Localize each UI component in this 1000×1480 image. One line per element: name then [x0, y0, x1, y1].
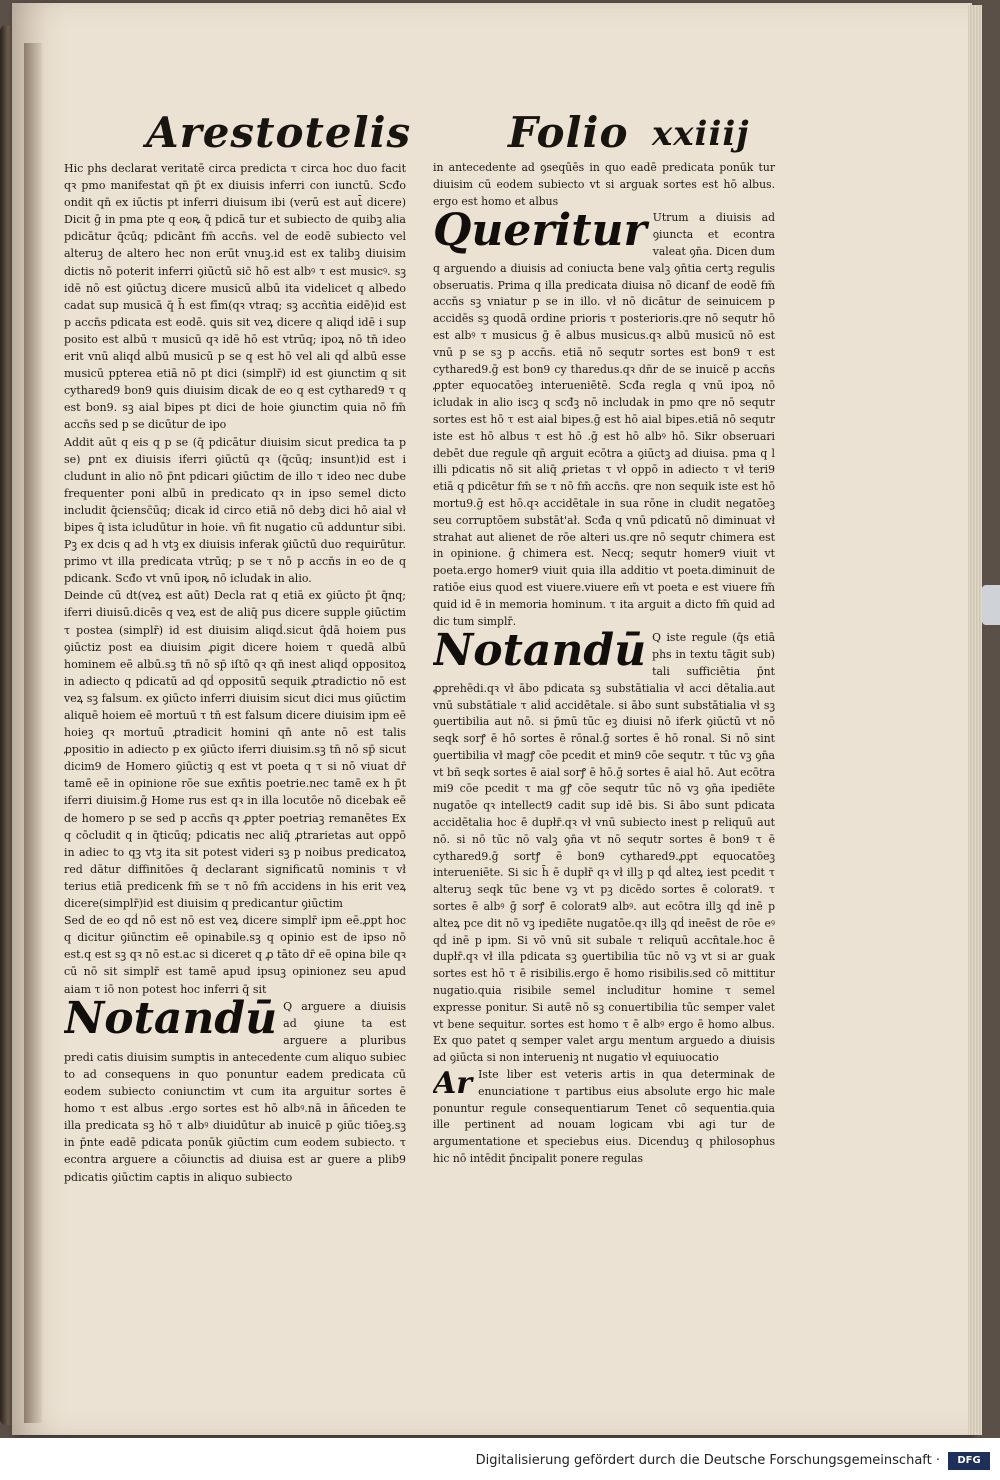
- paragraph: Hic phs declarat veritatē circa predicta τ circa hoc duo facit qꝛ pmo manifestat qn̄ p̄t ex diuisis inferri con iunctū. Scđo ondit qn̄ ex iūctis pt inferri diuisum ibi (verū est aut̄ dicere) Dicit ḡ in pma pte q eoꝶ q̄ pdicā tur et subiecto de quibꝫ alia pdicātur q̄cūq; pdicānt fm̄ accn̄s. vel de eodē subiecto vel alteruꝫ de altero hec non erūt vnuꝫ.id est ex talibꝫ diuisim dictis nō poterit inferri ꝯiūctū sic̄ hō est albꝰ τ est musicꝰ. sꝫ idē nō est ꝯiūctuꝫ dicere musicū albū ita videlicet q albedo cadat sup musicā q̄ h̄ est fīm(qꝛ vtraq; sꝫ accñtia eidē)id est p accn̄s pdicata est eodē. ꝗuis sit veꝝ dicere q aliqḋ idē i sup posito est albū τ musicū qꝛ idē hō est vtrūq; ipoꝝ nō tn̄ ideo erit vnū aliqḋ albū musicū p se q est hō vel ali qḋ albū esse musicū ppterea etiā nō pt dici (simplr̄) id est ꝯiunctim q sit cythared9 bon9 ꝗuis diuisim dicak de eo q est cythared9 τ q est bon9. sꝫ aial bipes pt dici de hoie ꝯiunctim quia nō fm̄ accn̄s sed p se dicūtur de ipo: [64, 162, 406, 432]
- section-initial: Notandū: [433, 630, 647, 677]
- paragraph: Iste liber est veteris artis in qua determinak de enunciatione τ partibus eius absolute ergo hic male ponuntur regule consequentiarum Tenet cō sequentia.quia ille pertinent ad nouam logicam vbi agi tur de argumentatione et speciebus eius. Dicenduꝫ q philosophus hic nō intēdit p̄ncipalit ponere regulas: [433, 1068, 775, 1166]
- section-initial: Notandū: [64, 997, 278, 1044]
- section-initial: Ar: [433, 1067, 473, 1102]
- paragraph: Sed de eo qḋ nō est nō est veꝝ dicere simplr̄ ipm eē.ꝓpt hoc q dicitur ꝯiūnctim eē opinabile.sꝫ q opinio est de ipso nō est.q est sꝫ qꝛ nō est.ac si diceret q ꝓ tāto dr̄ eē opina bile qꝛ cū nō sit simplr̄ est tamē apud ipsuꝫ opinionez seu apud aiam τ iō non potest hoc inferri q̄ sit: [64, 914, 406, 996]
- running-head-right: Folio: [508, 108, 629, 157]
- queritur-section: [433, 210, 775, 630]
- paragraph: Addit aūt q eis q p se (q̄ pdicātur diuisim sicut predica ta p se) ꝑnt ex diuisis iferri ꝯiūctū qꝛ (q̄cūq; insunt)id est i cludunt in alio nō p̄nt pdicari ꝯiūctim de illo τ ideo nec dube frequenter poni albū in predicato qꝛ in ipso semel dicto includit q̄ciensc̄ūq; dicak id circo etiā nō debꝫ dici hō aial vł bipes q̄ ista icludūtur in hoie. vn̄ fit nugatio cū adduntur sibi. Pꝫ ex dcis q ad h vtꝫ ex diuisis inferak ꝯiūctū duo requirūtur. primo vt illa predicata vtrūq; p se τ nō p accn̄s in eo de q pdicank. Scđo vt vnū ipoꝶ nō icludak in alio.: [64, 435, 406, 586]
- dfg-logo: DFG: [948, 1452, 990, 1470]
- paragraph: Q arguere a diuisis ad ꝯiune ta est arguere a pluribus predi catis diuisim sumptis in antecedente cum aliquo subiec to ad consequens in quo ponuntur eadem predicata cū eodem subiecto coniunctim vt cum ita arguitur sortes ē homo τ est albus .ergo sortes est hō albꝰ.nā in āñceden te illa predicata sꝫ hō τ albꝰ diuidūtur ab inuicē p ꝯiūc tiōeꝫ.sꝫ in p̄nte eadē pdicata ponūk ꝯiūctim cum eodem subiecto. τ econtra arguere a cōiunctis ad diuisa est ar guere a plib9 pdicatis ꝯiūctim captis in aliquo subiecto: [64, 999, 406, 1184]
- previous-page-strip: [24, 43, 42, 1423]
- folio-number: xxiiij: [652, 114, 750, 154]
- argumentum-section: [433, 1067, 775, 1168]
- paragraph: Q iste regule (q̄s etiā phs in textu tāgit sub) tali sufficiētia p̄nt ꝓprehēdi.qꝛ vł ābo pdicata sꝫ substātialia vł acci dētalia.aut vnū substātiale τ aliḋ accidētale. si ābo sunt substātialia vł sꝫ ꝯuertibilia aut nō. si p̄mū tūc eꝫ diuisi nō iferk ꝯiūctū vt nō seqk sorꝭ ē hō sortes ē rōnal.ḡ sortes ē hō ronal. Si nō sint ꝯuertibilia vł magꝭ cōe pcedit et min9 cōe sequtr. τ tūc vꝫ ꝯn̄a vt bñ seqk sortes ē aial sorꝭ ē hō.ḡ sortes ē aial hō. Aut ecōtra mi9 cōe pcedit τ ma gꝭ cōe sequtr tūc nō vꝫ ꝯn̄a ipediēte nugatōe qꝛ intellect9 cadit sup idē bis. Si ābo sunt pdicata accidētalia hoc ē dupłr̄.qꝛ vł vnū subiecto inest p reliquū aut nō. si nō tūc nō valꝫ ꝯn̄a vt nō sequtr sortes ē bon9 τ ē cythared9.ḡ sortꝭ ē bon9 cythared9.ꝓpt equocatōeꝫ interueniēte. Si sic h̄ ē dupłr̄ qꝛ vł illꝫ p qḋ alteꝝ iest pcedit τ alteruꝫ seqk tūc bene vꝫ vt pꝫ dicēdo sortes ē colorat9. τ sortes ē albꝰ ḡ sorꝭ ē colorat9 albꝰ. aut ecōtra illꝫ qḋ inē p alteꝝ pce dit nō vꝫ ipediēte nugatōe.qꝛ illꝫ qḋ ineēst de rōe eꝰ qḋ inē p ipm. Si vō vnū sit subale τ reliquū accn̄tale.hoc ē dupłr̄.qꝛ vł illa pdicata sꝫ ꝯuertibilia tūc nō vꝫ vt si ar guak sortes est hō τ ē risibilis.ergo ē homo risibilis.sed cō mittitur nugatio.quia risibile semel includitur homine τ semel expresse ponitur. Si autē nō sꝫ conuertibilia tūc semper valet vt bene sequitur. sortes est homo τ ē albꝰ ergo ē homo albus. Ex quo patet q semper valet argu mentum arguedo a diuisis ad ꝯiūcta si non interueniꝫ nt nugatio vł equiuocatio: [433, 631, 775, 1065]
- viewer-side-tab[interactable]: [982, 585, 1000, 625]
- funding-credit: Digitalisierung gefördert durch die Deutsche Forschungsgemeinschaft ·: [475, 1453, 940, 1468]
- page-edges: [968, 5, 982, 1435]
- notandum-section: [64, 998, 406, 1186]
- section-initial: Queritur: [433, 210, 647, 257]
- paragraph: in antecedente ad ꝯseqūēs in quo eadē predicata ponūk tur diuisim cū eodem subiecto vt si arguak sortes est hō albus. ergo est homo et albus: [433, 161, 775, 208]
- running-head-left: Arestotelis: [146, 108, 412, 157]
- text-column-left: [64, 160, 406, 1186]
- paragraph: Utrum a diuisis ad ꝯiuncta et econtra valeat ꝯn̄a. Dicen dum q arguendo a diuisis ad coniucta bene valꝫ ꝯn̄tia certꝫ regulis obseruatis. Prima q illa predicata diuisa nō dicanf de eodē fm̄ accn̄s sꝫ vniatur p se in illo. vł nō dicātur de seinuicem p accidēs sꝫ quodā ordine prioris τ posterioris.qre nō sequtr hō est albꝰ τ musicus ḡ ē albus musicus.qꝛ albū musicū nō est vnū p se sꝫ p accn̄s. etiā nō sequtr sortes est bon9 τ est cythared9.ḡ est bon9 cy tharedus.qꝛ dn̄r de se inuicē p accn̄s ꝓpter equocatōeꝫ interueniētē. Scđa regla q vnū ipoꝝ nō icludak in alio iscꝫ q scđꝫ nō includak in pmo qre nō sequtr sortes est hō τ est aial bipes.ḡ est hō aial bipes.etiā nō sequtr iste est hō albus τ est hō .ḡ est hō albꝰ hō. Sikr obseruari debēt due regule qn̄ arguit ecōtra a ꝯiūctꝫ ad diuisa. pma q l illi pdicatis nō sit aliq̄ ꝓrietas τ vł oppō in adiecto τ vł teri9 etiā q pdicētur fm̄ se τ nō fm̄ accn̄s. qre non sequik iste est hō mortu9.ḡ est hō.qꝛ accidētale in sua rōne in cludit negatōeꝫ seu corruptōem substāt'ał. Scđa q vnū pdicatū nō diminuat vł strahat aut alienet de rōe alteri us.qre nō sequtr chimera est in opinione. ḡ chimera est. Necq; sequtr homer9 viuit vt poeta.ergo homer9 viuit quia illa additio vt poeta.diminuit de ratiōe eius quod est viuere.viuere em̄ vt poeta e est viuere fm̄ quid id ē in memoria hominum. τ ita arguit a dicto fm̄ quid ad dic tum simplr̄.: [433, 211, 775, 628]
- text-column-right: [433, 160, 775, 1168]
- notandum-section: [433, 630, 775, 1067]
- footer-bar: [0, 1438, 1000, 1480]
- paragraph: Deinde cū dt(veꝝ est aūt) Decla rat q etiā ex ꝯiūcto p̄t q̄nq; iferri diuisū.dicēs q veꝝ est de aliq̄ pus dicere supple ꝯiūctim τ postea (simplr̄) id est diuisim aliqḋ.sicut q̄dā hoiem pus ꝯiūctiz post ea diuisim ꝓigit dicere hoiem τ quedā albū hominem eē albū.sꝫ tn̄ nō sp̄ iſtō qꝛ qn̄ inest aliqḋ oppositoꝝ in adiecto q pdicatū ad qḋ oppositū sequik ꝓtradictio nō est veꝝ sꝫ falsum. ex ꝯiūcto inferri diuisim sicut dici mus ꝯiūctim aliquē hoiem eē mortuū τ tn̄ est falsum dicere diuisim ipm eē hoieꝫ qꝛ mortuū ꝓtradicit homini qn̄ ante nō est talis ꝓpositio in adiecto p ex ꝯiūcto iferri diuisim.sꝫ tn̄ nō sp̄ sicut dicim9 de Homero ꝯiūctiꝫ q est vt poeta q τ si nō viuat dr̄ tamē eē in opinione rōe sue exn̄tis poetrie.nec tamē ex h p̄t iferri diuisim.ḡ Home rus est qꝛ in illa locutōe nō dicebak eē de homero p se sed p accn̄s qꝛ ꝓpter poetriaꝫ remanētes Ex q cōcludit q in q̄ticūq; pdicatis nec aliq̄ ꝓtrarietas aut oppō in adiec to qꝫ vtꝫ ita sit potest videri sꝫ p noibus predicatoꝝ red dātur diffinitōes q̄ declarant significatū nominis τ vł terius etiā predicenk fm̄ se τ nō fm̄ accidens in his erit veꝝ dicere(simplr̄)id est diuisim q predicantur ꝯiūctim: [64, 589, 407, 911]
